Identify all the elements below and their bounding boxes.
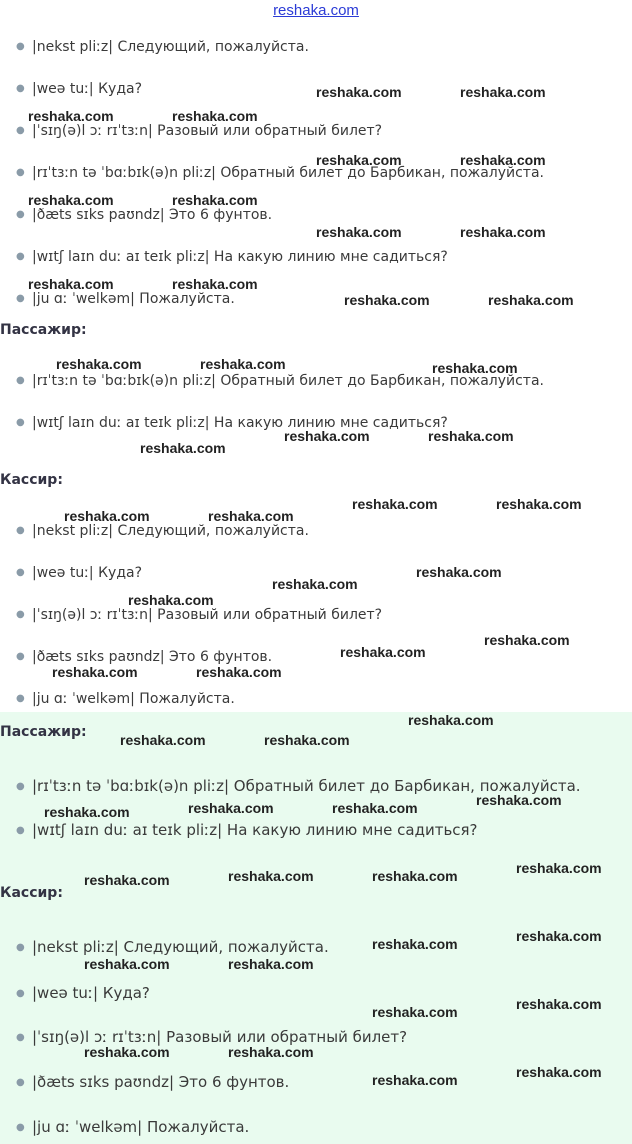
list-item-text: |nekst pliːz| Следующий, пожалуйста. [32,523,309,539]
list-item [16,564,142,582]
list-item [16,938,329,957]
list-item-text: |ju ɑː ˈwelkəm| Пожалуйста. [32,1118,250,1136]
watermark: reshaka.com [208,508,294,524]
watermark: reshaka.com [272,576,358,592]
list-item-text: |ðæts sɪks paʊndz| Это 6 фунтов. [32,649,273,665]
list-item-text: |ju ɑː ˈwelkəm| Пожалуйста. [32,691,235,707]
watermark: reshaka.com [44,804,130,820]
list-item-text: |wɪtʃ laɪn duː aɪ teɪk pliːz| На какую линию мне садиться? [32,249,448,265]
list-item [16,38,309,56]
watermark: reshaka.com [460,84,546,100]
list-item-text: |ˈsɪŋ(ə)l ɔː rɪˈtɜːn| Разовый или обратный билет? [32,607,383,623]
watermark: reshaka.com [28,276,114,292]
list-item-text: |ˈsɪŋ(ə)l ɔː rɪˈtɜːn| Разовый или обратный билет? [32,123,383,139]
list-item-text: |weə tuː| Куда? [32,565,143,581]
list-item-text: |rɪˈtɜːn tə ˈbɑːbɪk(ə)n pliːz| Обратный билет до Барбикан, пожалуйста. [32,777,581,795]
watermark: reshaka.com [488,292,574,308]
watermark: reshaka.com [284,428,370,444]
bullet-icon: ● [16,1032,25,1043]
watermark: reshaka.com [496,496,582,512]
watermark: reshaka.com [460,152,546,168]
watermark: reshaka.com [200,356,286,372]
list-item-text: |nekst pliːz| Следующий, пожалуйста. [32,938,329,956]
list-item [16,984,150,1003]
list-item-text: |wɪtʃ laɪn duː aɪ teɪk pliːz| На какую линию мне садиться? [32,415,448,431]
speaker-heading-passenger: Пассажир: [0,724,87,740]
watermark: reshaka.com [172,276,258,292]
watermark: reshaka.com [172,108,258,124]
watermark: reshaka.com [516,928,602,944]
watermark: reshaka.com [344,292,430,308]
list-item-text: |ˈsɪŋ(ə)l ɔː rɪˈtɜːn| Разовый или обратный билет? [32,1028,408,1046]
list-item [16,206,272,224]
watermark: reshaka.com [340,644,426,660]
watermark: reshaka.com [128,592,214,608]
watermark: reshaka.com [332,800,418,816]
watermark: reshaka.com [172,192,258,208]
list-item [16,248,448,266]
list-item [16,690,235,708]
watermark: reshaka.com [516,1064,602,1080]
bullet-icon: ● [16,293,25,304]
list-item [16,606,382,624]
watermark: reshaka.com [372,936,458,952]
bullet-icon: ● [16,609,25,620]
list-item-text: |rɪˈtɜːn tə ˈbɑːbɪk(ə)n pliːz| Обратный билет до Барбикан, пожалуйста. [32,373,544,389]
site-header-link[interactable]: reshaka.com [273,2,359,19]
list-item [16,290,235,308]
watermark: reshaka.com [228,868,314,884]
list-item-text: |ðæts sɪks paʊndz| Это 6 фунтов. [32,1073,290,1091]
watermark: reshaka.com [264,732,350,748]
watermark: reshaka.com [516,860,602,876]
bullet-icon: ● [16,651,25,662]
watermark: reshaka.com [52,664,138,680]
watermark: reshaka.com [352,496,438,512]
list-item-text: |weə tuː| Куда? [32,984,150,1002]
speaker-heading-passenger: Пассажир: [0,322,87,338]
list-item [16,414,448,432]
watermark: reshaka.com [460,224,546,240]
bullet-icon: ● [16,375,25,386]
watermark: reshaka.com [84,1044,170,1060]
bullet-icon: ● [16,209,25,220]
watermark: reshaka.com [196,664,282,680]
watermark: reshaka.com [416,564,502,580]
speaker-heading-cashier: Кассир: [0,885,63,901]
bullet-icon: ● [16,567,25,578]
watermark: reshaka.com [188,800,274,816]
watermark: reshaka.com [432,360,518,376]
watermark: reshaka.com [372,1072,458,1088]
watermark: reshaka.com [120,732,206,748]
list-item-text: |rɪˈtɜːn tə ˈbɑːbɪk(ə)n pliːz| Обратный билет до Барбикан, пожалуйста. [32,165,544,181]
bullet-icon: ● [16,525,25,536]
watermark: reshaka.com [516,996,602,1012]
list-item-text: |wɪtʃ laɪn duː aɪ teɪk pliːz| На какую линию мне садиться? [32,821,478,839]
watermark: reshaka.com [28,108,114,124]
bullet-icon: ● [16,693,25,704]
bullet-icon: ● [16,251,25,262]
watermark: reshaka.com [372,868,458,884]
watermark: reshaka.com [484,632,570,648]
watermark: reshaka.com [428,428,514,444]
bullet-icon: ● [16,942,25,953]
list-item [16,80,142,98]
bullet-icon: ● [16,1077,25,1088]
watermark: reshaka.com [140,440,226,456]
bullet-icon: ● [16,781,25,792]
speaker-heading-cashier: Кассир: [0,472,63,488]
bullet-icon: ● [16,125,25,136]
list-item [16,821,478,840]
watermark: reshaka.com [316,84,402,100]
bullet-icon: ● [16,988,25,999]
watermark: reshaka.com [316,152,402,168]
watermark: reshaka.com [84,872,170,888]
bullet-icon: ● [16,825,25,836]
list-item [16,1028,407,1047]
list-item [16,1118,249,1137]
watermark: reshaka.com [476,792,562,808]
list-item-text: |ju ɑː ˈwelkəm| Пожалуйста. [32,291,235,307]
list-item-text: |weə tuː| Куда? [32,81,143,97]
bullet-icon: ● [16,417,25,428]
bullet-icon: ● [16,1122,25,1133]
watermark: reshaka.com [408,712,494,728]
list-item [16,122,382,140]
watermark: reshaka.com [28,192,114,208]
watermark: reshaka.com [84,956,170,972]
watermark: reshaka.com [56,356,142,372]
list-item-text: |ðæts sɪks paʊndz| Это 6 фунтов. [32,207,273,223]
watermark: reshaka.com [228,1044,314,1060]
watermark: reshaka.com [316,224,402,240]
watermark: reshaka.com [372,1004,458,1020]
bullet-icon: ● [16,41,25,52]
list-item-text: |nekst pliːz| Следующий, пожалуйста. [32,39,309,55]
watermark: reshaka.com [64,508,150,524]
bullet-icon: ● [16,83,25,94]
watermark: reshaka.com [228,956,314,972]
bullet-icon: ● [16,167,25,178]
list-item [16,522,309,540]
list-item [16,1073,289,1092]
